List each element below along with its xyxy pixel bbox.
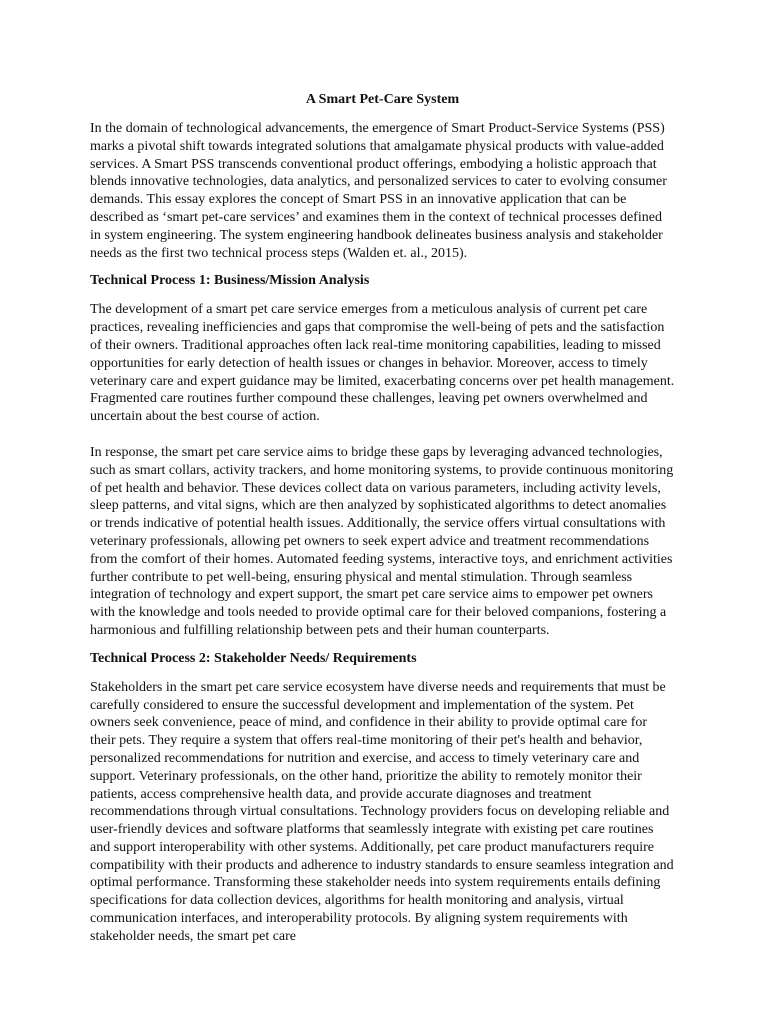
section-2-heading: Technical Process 2: Stakeholder Needs/ Requirements [90, 650, 417, 666]
spacer [90, 668, 675, 679]
spacer [90, 640, 675, 650]
spacer [90, 426, 675, 444]
document-title: A Smart Pet-Care System [305, 92, 460, 107]
document-page [90, 91, 675, 946]
spacer [90, 290, 675, 301]
section-2-paragraph: Stakeholders in the smart pet care service ecosystem have diverse needs and requirements that must be carefully considered to ensure the successful development and implementation of the system. Pet owners seek convenience, peace of mind, and confidence in their ability to provide optimal care for their pets. They require a system that offers real-time monitoring of their pet's health and behavior, personalized recommendations for nutrition and exercise, and access to timely veterinary care and support. Veterinary professionals, on the other hand, prioritize the ability to remotely monitor their patients, access comprehensive health data, and provide accurate diagnoses and treatment recommendations through virtual consultations. Technology providers focus on developing reliable and user-friendly devices and software platforms that seamlessly integrate with existing pet care routines and support interoperability with other systems. Additionally, pet care product manufacturers require compatibility with their products and adherence to industry standards to ensure seamless integration and optimal performance. Transforming these stakeholder needs into system requirements entails defining specifications for data collection devices, algorithms for health monitoring and analysis, virtual communication interfaces, and interoperability protocols. By aligning system requirements with stakeholder needs, the smart pet care [90, 679, 674, 944]
intro-paragraph: In the domain of technological advancements, the emergence of Smart Product-Service Systems (PSS) marks a pivotal shift towards integrated solutions that amalgamate physical products with value-added services. A Smart PSS transcends conventional product offerings, embodying a holistic approach that blends innovative technologies, data analytics, and personalized services to cater to evolving consumer demands. This essay explores the concept of Smart PSS in an innovative application that can be described as ‘smart pet-care services’ and examines them in the context of technical processes defined in system engineering. The system engineering handbook delineates business analysis and stakeholder needs as the first two technical process steps (Walden et. al., 2015). [90, 121, 667, 261]
section-1-paragraph-2: In response, the smart pet care service aims to bridge these gaps by leveraging advanced technologies, such as smart collars, activity trackers, and home monitoring systems, to provide continuous monitoring of pet health and behavior. These devices collect data on various parameters, including activity levels, sleep patterns, and vital signs, which are then analyzed by sophisticated algorithms to detect anomalies or trends indicative of potential health issues. Additionally, the service offers virtual consultations with veterinary professionals, allowing pet owners to seek expert advice and treatment recommendations from the comfort of their homes. Automated feeding systems, interactive toys, and enrichment activities further contribute to pet well-being, ensuring physical and mental stimulation. Through seamless integration of technology and expert support, the smart pet care service aims to empower pet owners with the knowledge and tools needed to provide optimal care for their beloved companions, fostering a harmonious and fulfilling relationship between pets and their human counterparts. [90, 444, 674, 638]
section-1-heading: Technical Process 1: Business/Mission Analysis [90, 273, 370, 289]
spacer [90, 262, 675, 272]
section-1-paragraph-1: The development of a smart pet care service emerges from a meticulous analysis of current pet care practices, revealing inefficiencies and gaps that compromise the well-being of pets and the satisfaction of their owners. Traditional approaches often lack real-time monitoring capabilities, leading to missed opportunities for early detection of health issues or changes in behavior. Moreover, access to timely veterinary care and expert guidance may be limited, exacerbating concerns over pet health management. Fragmented care routines further compound these challenges, leaving pet owners overwhelmed and uncertain about the best course of action. [90, 302, 675, 425]
